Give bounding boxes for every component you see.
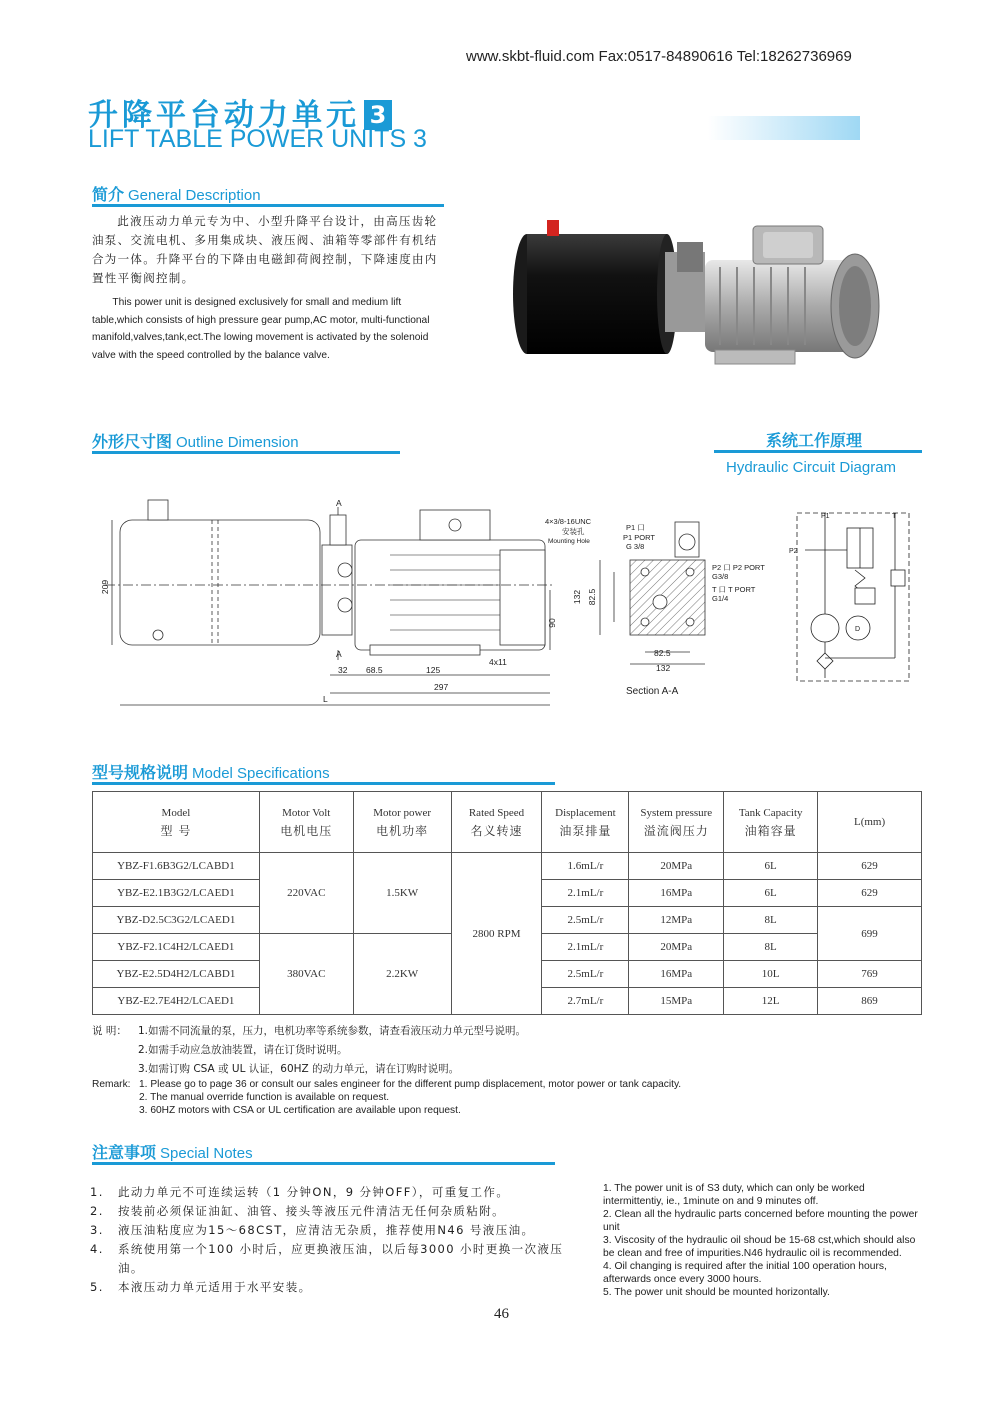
cell-volt: 220VAC: [259, 853, 353, 934]
table-row: [93, 853, 922, 880]
list-item: 5. The power unit should be mounted horizontally.: [603, 1287, 830, 1298]
sec-mount-en: Mounting Hole: [548, 538, 590, 545]
cell-length: 629: [818, 853, 922, 880]
circ-p1: P1: [821, 513, 830, 520]
dim-68-5: 68.5: [366, 665, 383, 675]
cell-length: 769: [818, 961, 922, 988]
list-item: 4. Oil changing is required after the initial 100 operation hours, afterwards once every 3000 hours.: [603, 1261, 887, 1285]
circuit-heading-cn: 系统工作原理: [766, 431, 863, 450]
cell-model: YBZ-F1.6B3G2/LCABD1: [93, 853, 260, 880]
list-item: 1. The power unit is of S3 duty, which can only be worked intermittentiy, ie., 1minute on and 9 minutes off.: [603, 1183, 865, 1207]
circ-p2: P2: [789, 548, 798, 555]
header-motor-power: Motor power 电机功率: [353, 792, 451, 853]
cell-tank: 12L: [724, 988, 818, 1015]
hydraulic-circuit-diagram: [785, 508, 915, 683]
note-item-1: 1.如需不同流量的泵，压力，电机功率等系统参数，请查看液压动力单元型号说明。: [138, 1025, 527, 1037]
cell-pressure: 16MPa: [629, 880, 724, 907]
cell-speed: 2800 RPM: [451, 853, 542, 1015]
special-notes-en: [603, 1182, 923, 1299]
dim-a-top: A: [336, 498, 342, 508]
product-photo: [505, 212, 890, 377]
description-en: This power unit is designed exclusively for small and medium lift table,which consists of high pressure gear pump,AC motor, multi-functional manifold,valves,tank,ect.The lowing movement is activated by the solenoid valve with the speed controlled by the balance valve.: [92, 297, 430, 361]
remark-item-1: 1. Please go to page 36 or consult our sales engineer for the different pump displacement, motor power or tank capacity.: [139, 1079, 682, 1090]
cell-pressure: 15MPa: [629, 988, 724, 1015]
cell-displacement: 2.5mL/r: [542, 907, 629, 934]
cell-tank: 6L: [724, 853, 818, 880]
general-description-heading: 简介 General Description: [92, 185, 261, 204]
sec-132-v: 132: [572, 589, 582, 605]
sec-82-5-v: 82.5: [587, 588, 597, 606]
description-cn: 此液压动力单元专为中、小型升降平台设计，由高压齿轮油泵、交流电机、多用集成块、液压阀、油箱等零部件有机结合为一体。升降平台的下降由电磁卸荷阀控制，下降速度由内置性平衡阀控制。: [92, 214, 438, 285]
outline-rule: [92, 451, 400, 454]
list-item: 5. 本液压动力单元适用于水平安装。: [90, 1280, 312, 1294]
dim-l: L: [323, 694, 328, 704]
cell-pressure: 20MPa: [629, 934, 724, 961]
model-heading: 型号规格说明 Model Specifications: [92, 763, 330, 782]
header-contact: www.skbt-fluid.com Fax:0517-84890616 Tel:18262736969: [466, 48, 852, 65]
circ-t: T: [892, 513, 897, 520]
header-length: L(mm): [818, 792, 922, 853]
list-item: 2. Clean all the hydraulic parts concerned before mounting the power unit: [603, 1209, 918, 1233]
header-rated-speed: Rated Speed 名义转速: [451, 792, 542, 853]
header-tank-capacity: Tank Capacity 油箱容量: [724, 792, 818, 853]
special-notes-rule: [92, 1162, 555, 1165]
cell-displacement: 2.7mL/r: [542, 988, 629, 1015]
general-rule: [92, 204, 444, 207]
dim-90: 90: [547, 618, 557, 628]
note-item-3: 3.如需订购 CSA 或 UL 认证，60HZ 的动力单元，请在订购时说明。: [138, 1063, 460, 1075]
page-number: 46: [494, 1306, 509, 1322]
dim-297: 297: [434, 682, 449, 692]
cell-power: 1.5KW: [353, 853, 451, 934]
cell-length: 629: [818, 880, 922, 907]
sec-g38a: G 3/8: [626, 542, 645, 551]
cell-tank: 8L: [724, 934, 818, 961]
header-model: Model 型 号: [93, 792, 260, 853]
note-item-2: 2.如需手动应急放油装置，请在订货时说明。: [138, 1044, 348, 1056]
cell-power: 2.2KW: [353, 934, 451, 1015]
cell-model: YBZ-E2.1B3G2/LCAED1: [93, 880, 260, 907]
cell-pressure: 12MPa: [629, 907, 724, 934]
page-title-cn: 升降平台动力单元 3: [88, 90, 392, 134]
list-item: 4. 系统使用第一个100 小时后，应更换液压油，以后每3000 小时更换一次液压油。: [90, 1242, 564, 1275]
sec-g14: G1/4: [712, 594, 729, 603]
circuit-rule: [714, 450, 922, 453]
cell-volt: 380VAC: [259, 934, 353, 1015]
cell-tank: 10L: [724, 961, 818, 988]
sec-132-h: 132: [656, 663, 671, 673]
cell-tank: 8L: [724, 907, 818, 934]
dim-125: 125: [426, 665, 441, 675]
cell-pressure: 16MPa: [629, 961, 724, 988]
sec-mount: 4×3/8-16UNC: [545, 517, 592, 526]
cell-model: YBZ-E2.7E4H2/LCAED1: [93, 988, 260, 1015]
remark-label: Remark:: [92, 1079, 131, 1090]
sec-caption: Section A-A: [626, 686, 679, 697]
remark-item-2: 2. The manual override function is available on request.: [139, 1092, 390, 1103]
cell-length: 699: [818, 907, 922, 961]
sec-p2: P2 口 P2 PORT: [712, 563, 765, 572]
cell-displacement: 2.1mL/r: [542, 934, 629, 961]
sec-g38b: G3/8: [712, 572, 729, 581]
outline-heading: 外形尺寸图 Outline Dimension: [92, 432, 299, 451]
special-notes-heading: 注意事项 Special Notes: [92, 1143, 253, 1162]
title-gradient-bar: [708, 116, 860, 140]
page-title-en: LIFT TABLE POWER UNITS 3: [88, 125, 427, 153]
list-item: 1. 此动力单元不可连续运转（1 分钟ON，9 分钟OFF），可重复工作。: [90, 1185, 510, 1199]
dim-209: 209: [100, 579, 110, 595]
sec-t: T 口 T PORT: [712, 585, 756, 594]
notes-label: 说 明：: [92, 1025, 127, 1037]
sec-p1-port: P1 PORT: [623, 533, 655, 542]
special-notes-cn: [90, 1183, 570, 1297]
header-system-pressure: System pressure 溢流阀压力: [629, 792, 724, 853]
cell-pressure: 20MPa: [629, 853, 724, 880]
cell-displacement: 1.6mL/r: [542, 853, 629, 880]
cell-tank: 6L: [724, 880, 818, 907]
circuit-heading-en: Hydraulic Circuit Diagram: [726, 459, 897, 476]
header-displacement: Displacement 油泵排量: [542, 792, 629, 853]
cell-displacement: 2.5mL/r: [542, 961, 629, 988]
outline-drawing: [100, 495, 560, 710]
dim-32: 32: [338, 665, 348, 675]
table-header-row: [93, 792, 922, 853]
sec-82-5-h: 82.5: [654, 648, 671, 658]
model-spec-table: [92, 791, 922, 1015]
section-aa-drawing: [540, 512, 785, 702]
dim-a-bottom: A: [336, 649, 342, 659]
sec-p1: P1 口: [626, 523, 645, 532]
circ-d: D: [855, 626, 861, 633]
model-rule: [92, 782, 555, 785]
sec-mount-cn: 安装孔: [562, 527, 585, 536]
cell-displacement: 2.1mL/r: [542, 880, 629, 907]
list-item: 3. Viscosity of the hydraulic oil shoud be 15-68 cst,which should also be clean and free of impurities.N46 hydraulic oil is recommended.: [603, 1235, 916, 1259]
list-item: 2. 按装前必须保证油缸、油管、接头等液压元件清洁无任何杂质粘附。: [90, 1204, 505, 1218]
header-motor-volt: Motor Volt 电机电压: [259, 792, 353, 853]
remark-item-3: 3. 60HZ motors with CSA or UL certification are available upon request.: [139, 1105, 461, 1116]
cell-model: YBZ-E2.5D4H2/LCABD1: [93, 961, 260, 988]
cell-length: 869: [818, 988, 922, 1015]
list-item: 3. 液压油粘度应为15～68CST，应清洁无杂质，推荐使用N46 号液压油。: [90, 1223, 535, 1237]
dim-4x11: 4x11: [489, 657, 507, 667]
cell-model: YBZ-F2.1C4H2/LCAED1: [93, 934, 260, 961]
title-number-badge: 3: [364, 100, 392, 130]
cell-model: YBZ-D2.5C3G2/LCAED1: [93, 907, 260, 934]
